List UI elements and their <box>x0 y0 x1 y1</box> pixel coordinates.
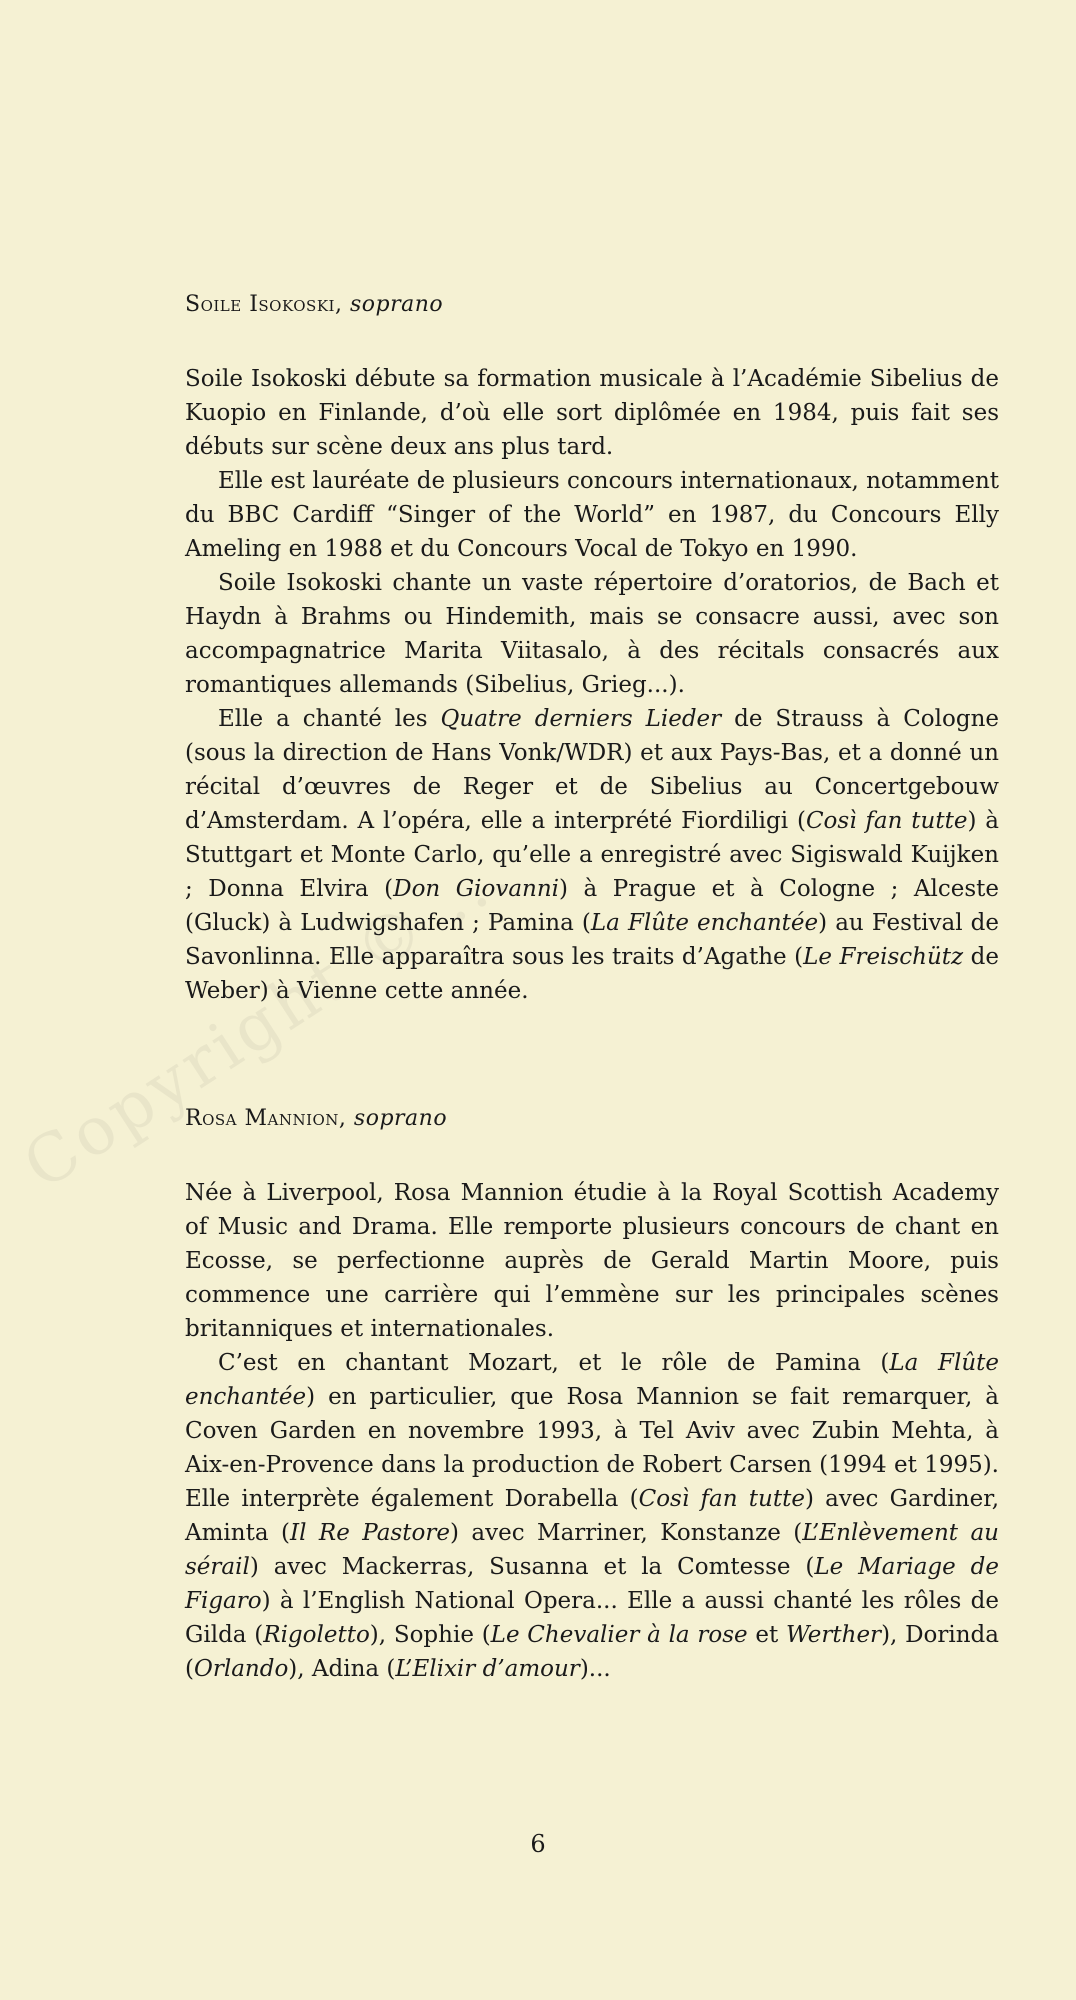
section-heading-isokoski: Soile Isokoski, soprano <box>185 292 444 317</box>
paragraph: C’est en chantant Mozart, et le rôle de Pamina (La Flûte enchantée) en particulier, que Rosa Mannion se fait remarquer, à Coven Garden en novembre 1993, à Tel Aviv avec Zubin Mehta, à Aix-en-Provence dans la production de Robert Carsen (1994 et 1995). Elle interprète également Dorabella (Così fan tutte) avec Gardiner, Aminta (Il Re Pastore) avec Marriner, Konstanze (L’Enlèvement au sérail) avec Mackerras, Susanna et la Comtesse (Le Mariage de Figaro) à l’English National Opera... Elle a aussi chanté les rôles de Gilda (Rigoletto), Sophie (Le Chevalier à la rose et Werther), Dorinda (Orlando), Adina (L’Elixir d’amour)... <box>185 1350 1000 1682</box>
section-heading-mannion: Rosa Mannion, soprano <box>185 1106 448 1131</box>
biography-mannion <box>185 1176 999 1686</box>
paragraph: Soile Isokoski chante un vaste répertoire d’oratorios, de Bach et Haydn à Brahms ou Hindemith, mais se consacre aussi, avec son accompagnatrice Marita Viitasalo, à des récitals consacrés aux romantiques allemands (Sibelius, Grieg...). <box>185 570 999 698</box>
artist-name: Rosa Mannion <box>185 1106 339 1131</box>
paragraph: Née à Liverpool, Rosa Mannion étudie à la Royal Scottish Academy of Music and Drama. Elle remporte plusieurs concours de chant en Ecosse, se perfectionne auprès de Gerald Martin Moore, puis commence une carrière qui l’emmène sur les principales scènes britanniques et internationales. <box>185 1180 999 1342</box>
paragraph: Elle a chanté les Quatre derniers Lieder de Strauss à Cologne (sous la direction de Hans Vonk/WDR) et aux Pays-Bas, et a donné un récital d’œuvres de Reger et de Sibelius au Concertgebouw d’Amsterdam. A l’opéra, elle a interprété Fiordiligi (Così fan tutte) à Stuttgart et Monte Carlo, qu’elle a enregistré avec Sigiswald Kuijken ; Donna Elvira (Don Giovanni) à Prague et à Cologne ; Alceste (Gluck) à Ludwigshafen ; Pamina (La Flûte enchantée) au Festival de Savonlinna. Elle apparaîtra sous les traits d’Agathe (Le Freischütz de Weber) à Vienne cette année. <box>185 706 1000 1004</box>
page-number: 6 <box>530 1830 546 1858</box>
artist-role: soprano <box>349 292 444 317</box>
paragraph: Soile Isokoski débute sa formation musicale à l’Académie Sibelius de Kuopio en Finlande, d’où elle sort diplômée en 1984, puis fait ses débuts sur scène deux ans plus tard. <box>185 366 999 460</box>
artist-role: soprano <box>353 1106 448 1131</box>
paragraph: Elle est lauréate de plusieurs concours internationaux, notamment du BBC Cardiff “Singer of the World” en 1987, du Concours Elly Ameling en 1988 et du Concours Vocal de Tokyo en 1990. <box>185 468 1000 562</box>
artist-name: Soile Isokoski <box>185 292 335 317</box>
biography-isokoski <box>185 362 999 1008</box>
